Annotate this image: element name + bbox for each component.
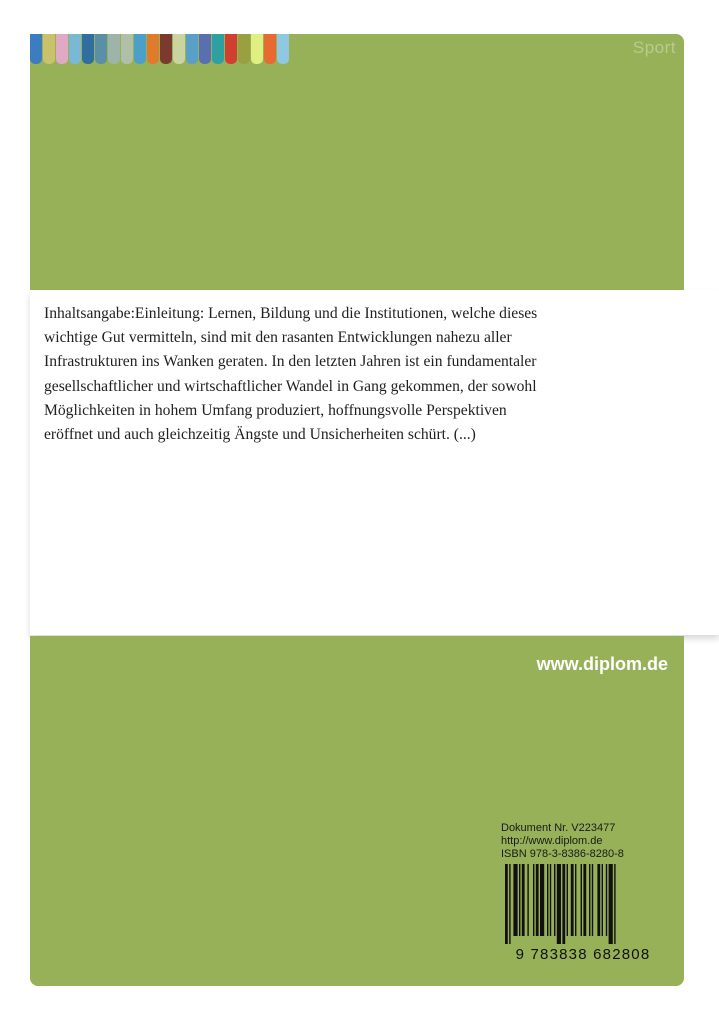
document-metadata	[501, 822, 624, 861]
blurb-line: Möglichkeiten in hohem Umfang produziert, hoffnungsvolle Perspektiven	[44, 401, 507, 419]
category-label: Sport	[632, 38, 676, 57]
color-stripe	[95, 34, 107, 64]
color-stripe	[160, 34, 172, 64]
color-stripe	[225, 34, 237, 64]
blurb-line: Inhaltsangabe:Einleitung: Lernen, Bildung und die Institutionen, welche dieses	[44, 305, 538, 322]
color-stripe	[56, 34, 68, 64]
blurb-text	[44, 302, 584, 447]
color-stripe	[199, 34, 211, 64]
color-stripe	[121, 34, 133, 64]
blurb-line: gesellschaftlicher und wirtschaftlicher Wandel in Gang gekommen, der sowohl	[44, 377, 537, 395]
color-stripe	[238, 34, 250, 64]
color-stripe	[69, 34, 81, 64]
color-stripe	[108, 34, 120, 64]
blurb-line: Infrastrukturen ins Wanken geraten. In den letzten Jahren ist ein fundamentaler	[44, 353, 537, 371]
color-stripe	[82, 34, 94, 64]
color-stripe	[134, 34, 146, 64]
color-stripes	[30, 34, 290, 64]
document-number: Dokument Nr. V223477	[501, 822, 616, 834]
color-stripe	[212, 34, 224, 64]
color-stripe	[173, 34, 185, 64]
blurb-panel	[30, 290, 719, 635]
publisher-url[interactable]: www.diplom.de	[536, 654, 668, 674]
barcode	[499, 864, 667, 963]
barcode-icon	[499, 864, 667, 944]
website-link[interactable]: http://www.diplom.de	[501, 835, 603, 847]
color-stripe	[251, 34, 263, 64]
barcode-number: 9 783838 682808	[515, 946, 651, 963]
color-stripe	[147, 34, 159, 64]
color-stripe	[264, 34, 276, 64]
blurb-line: eröffnet und auch gleichzeitig Ängste und Unsicherheiten schürt. (...)	[44, 426, 476, 444]
cover-top-panel	[30, 34, 684, 290]
color-stripe	[186, 34, 198, 64]
isbn: ISBN 978-3-8386-8280-8	[501, 848, 624, 860]
blurb-line: wichtige Gut vermitteln, sind mit den rasanten Entwicklungen nahezu aller	[44, 329, 512, 347]
color-stripe	[43, 34, 55, 64]
color-stripe	[277, 34, 289, 64]
cover-bottom-panel	[30, 636, 684, 986]
color-stripe	[30, 34, 42, 64]
